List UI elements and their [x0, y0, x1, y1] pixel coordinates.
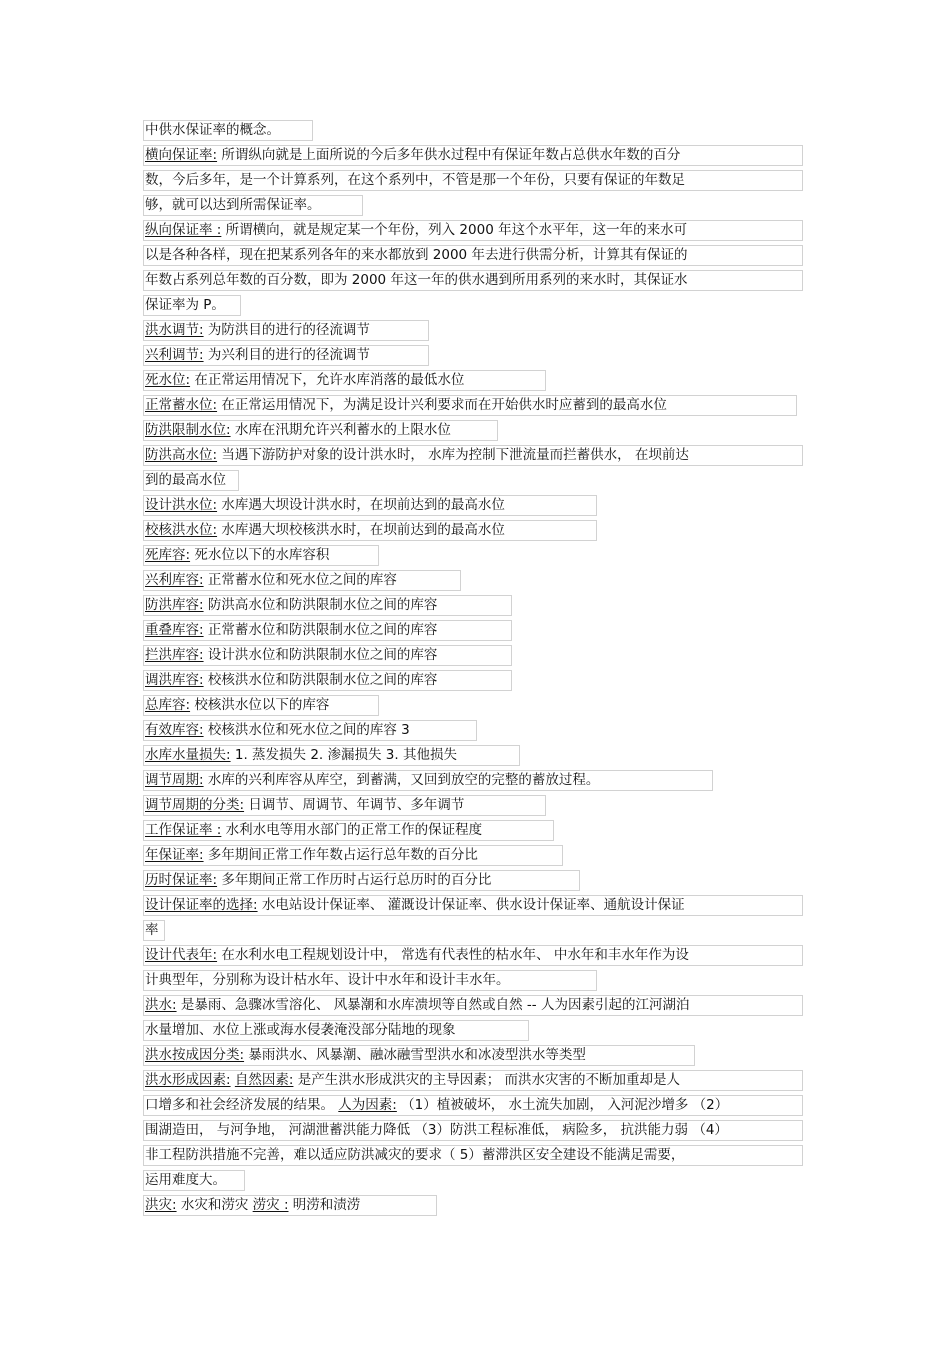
term-definition: 多年期间正常工作年数占运行总年数的百分比 — [203, 847, 478, 863]
text-line: 数，今后多年，是一个计算系列，在这个系列中，不管是那一个年份，只要有保证的年数足 — [143, 170, 803, 191]
term-label-natural-factors: 自然因素: — [234, 1072, 294, 1088]
term-label: 洪水按成因分类: — [145, 1047, 245, 1063]
term-definition: 水库遇大坝设计洪水时，在坝前达到的最高水位 — [217, 497, 505, 513]
term-label: 有效库容: — [145, 722, 204, 738]
term-line — [143, 495, 597, 516]
text-line — [143, 1095, 803, 1116]
term-label: 校核洪水位: — [145, 522, 218, 538]
term-label: 洪灾: — [145, 1197, 177, 1213]
term-definition: 正常蓄水位和防洪限制水位之间的库容 — [203, 622, 438, 638]
term-line — [143, 1045, 695, 1066]
term-label: 调洪库容: — [145, 672, 204, 688]
text-line: 计典型年，分别称为设计枯水年、设计中水年和设计丰水年。 — [143, 970, 597, 991]
term-line — [143, 395, 797, 416]
term-definition: 校核洪水位和死水位之间的库容 3 — [203, 722, 410, 738]
term-line-vertical-guarantee-rate — [143, 220, 803, 241]
term-label: 设计代表年: — [145, 947, 218, 963]
term-definition: 为兴利目的进行的径流调节 — [203, 347, 370, 363]
term-line — [143, 320, 429, 341]
text-segment: 口增多和社会经济发展的结果。 — [145, 1097, 339, 1113]
term-line — [143, 345, 429, 366]
term-label: 拦洪库容: — [145, 647, 204, 663]
term-label: 洪水形成因素: — [145, 1072, 231, 1088]
term-definition: 1. 蒸发损失 2. 渗漏损失 3. 其他损失 — [230, 747, 457, 763]
text-line: 水量增加、水位上涨或海水侵袭淹没部分陆地的现象 — [143, 1020, 529, 1041]
term-label: 防洪限制水位: — [145, 422, 231, 438]
term-definition: 多年期间正常工作历时占运行总历时的百分比 — [217, 872, 492, 888]
term-definition: 所谓横向，就是规定某一个年份，列入 2000 年这个水平年，这一年的来水可 — [221, 222, 688, 238]
term-line — [143, 770, 713, 791]
term-definition: 校核洪水位以下的库容 — [190, 697, 330, 713]
term-definition: 日调节、周调节、年调节、多年调节 — [244, 797, 465, 813]
term-line — [143, 570, 461, 591]
term-definition: 水库的兴利库容从库空，到蓄满，又回到放空的完整的蓄放过程。 — [203, 772, 600, 788]
term-definition: 死水位以下的水库容积 — [190, 547, 330, 563]
term-definition: 是产生洪水形成洪灾的主导因素； 而洪水灾害的不断加重却是人 — [293, 1072, 681, 1088]
text-line: 保证率为 P。 — [143, 295, 241, 316]
term-definition: 设计洪水位和防洪限制水位之间的库容 — [203, 647, 438, 663]
text-line: 以是各种各样，现在把某系列各年的来水都放到 2000 年去进行供需分析，计算其有保证的 — [143, 245, 803, 266]
term-label: 总库容: — [145, 697, 191, 713]
text-line: 年数占系列总年数的百分数，即为 2000 年这一年的供水遇到所用系列的来水时，其保证水 — [143, 270, 803, 291]
term-definition: 水库遇大坝校核洪水时，在坝前达到的最高水位 — [217, 522, 505, 538]
term-definition: 水库在汛期允许兴利蓄水的上限水位 — [230, 422, 451, 438]
text-line: 够，就可以达到所需保证率。 — [143, 195, 363, 216]
term-label: 死水位: — [145, 372, 191, 388]
term-label: 年保证率: — [145, 847, 204, 863]
term-definition: 为防洪目的进行的径流调节 — [203, 322, 370, 338]
term-label: 工作保证率 : — [145, 822, 222, 838]
text-segment: （1）植被破坏， 水土流失加剧， 入河泥沙增多 （2） — [396, 1097, 729, 1113]
term-label: 防洪库容: — [145, 597, 204, 613]
term-label-waterlogging: 涝灾 : — [252, 1197, 289, 1213]
term-line — [143, 370, 546, 391]
term-definition: 正常蓄水位和死水位之间的库容 — [203, 572, 397, 588]
term-definition: 水灾和涝灾 — [176, 1197, 253, 1213]
term-line — [143, 795, 546, 816]
text-line: 到的最高水位 — [143, 470, 239, 491]
term-label: 水库水量损失: — [145, 747, 231, 763]
term-line — [143, 520, 597, 541]
term-label: 历时保证率: — [145, 872, 218, 888]
term-label: 调节周期: — [145, 772, 204, 788]
term-line — [143, 670, 512, 691]
term-definition: 明涝和渍涝 — [288, 1197, 361, 1213]
term-line — [143, 870, 580, 891]
term-definition: 防洪高水位和防洪限制水位之间的库容 — [203, 597, 438, 613]
term-label: 正常蓄水位: — [145, 397, 218, 413]
term-definition: 在正常运用情况下，为满足设计兴利要求而在开始供水时应蓄到的最高水位 — [217, 397, 667, 413]
term-label: 兴利调节: — [145, 347, 204, 363]
term-line — [143, 820, 554, 841]
term-line — [143, 445, 803, 466]
term-line — [143, 620, 512, 641]
text-line: 运用难度大。 — [143, 1170, 245, 1191]
term-definition: 校核洪水位和防洪限制水位之间的库容 — [203, 672, 438, 688]
term-line — [143, 695, 379, 716]
term-label: 设计保证率的选择: — [145, 897, 258, 913]
text-line: 非工程防洪措施不完善，难以适应防洪减灾的要求（ 5）蓄滞洪区安全建设不能满足需要， — [143, 1145, 803, 1166]
term-label: 洪水: — [145, 997, 177, 1013]
term-line — [143, 420, 498, 441]
term-line — [143, 1195, 437, 1216]
term-label: 设计洪水位: — [145, 497, 218, 513]
term-label: 洪水调节: — [145, 322, 204, 338]
term-line — [143, 845, 563, 866]
term-label: 横向保证率: — [145, 147, 218, 163]
term-line — [143, 595, 512, 616]
term-line-horizontal-guarantee-rate — [143, 145, 803, 166]
term-label: 死库容: — [145, 547, 191, 563]
term-label: 防洪高水位: — [145, 447, 218, 463]
term-definition: 在正常运用情况下，允许水库消落的最低水位 — [190, 372, 465, 388]
term-label: 兴利库容: — [145, 572, 204, 588]
term-definition: 当遇下游防护对象的设计洪水时， 水库为控制下泄流量而拦蓄供水， 在坝前达 — [217, 447, 689, 463]
term-line — [143, 895, 803, 916]
text-line: 率 — [143, 920, 165, 941]
text-line: 中供水保证率的概念。 — [143, 120, 313, 141]
term-line — [143, 995, 803, 1016]
term-label: 调节周期的分类: — [145, 797, 245, 813]
term-definition: 暴雨洪水、风暴潮、融冰融雪型洪水和冰凌型洪水等类型 — [244, 1047, 586, 1063]
term-line — [143, 1070, 803, 1091]
term-line — [143, 545, 379, 566]
text-line: 围湖造田， 与河争地， 河湖泄蓄洪能力降低 （3）防洪工程标准低， 病险多， 抗洪能力弱 （4） — [143, 1120, 803, 1141]
term-label: 重叠库容: — [145, 622, 204, 638]
term-label: 纵向保证率 : — [145, 222, 222, 238]
term-line — [143, 745, 520, 766]
term-definition: 在水利水电工程规划设计中， 常选有代表性的枯水年、 中水年和丰水年作为设 — [217, 947, 689, 963]
term-definition: 水利水电等用水部门的正常工作的保证程度 — [221, 822, 483, 838]
term-line — [143, 945, 803, 966]
term-definition: 所谓纵向就是上面所说的今后多年供水过程中有保证年数占总供水年数的百分 — [217, 147, 681, 163]
term-line — [143, 720, 477, 741]
term-definition: 水电站设计保证率、 灌溉设计保证率、供水设计保证率、通航设计保证 — [257, 897, 685, 913]
term-label-human-factors: 人为因素: — [338, 1097, 397, 1113]
term-line — [143, 645, 512, 666]
term-definition: 是暴雨、急骤冰雪溶化、 风暴潮和水库溃坝等自然或自然 -- 人为因素引起的江河湖泊 — [176, 997, 690, 1013]
